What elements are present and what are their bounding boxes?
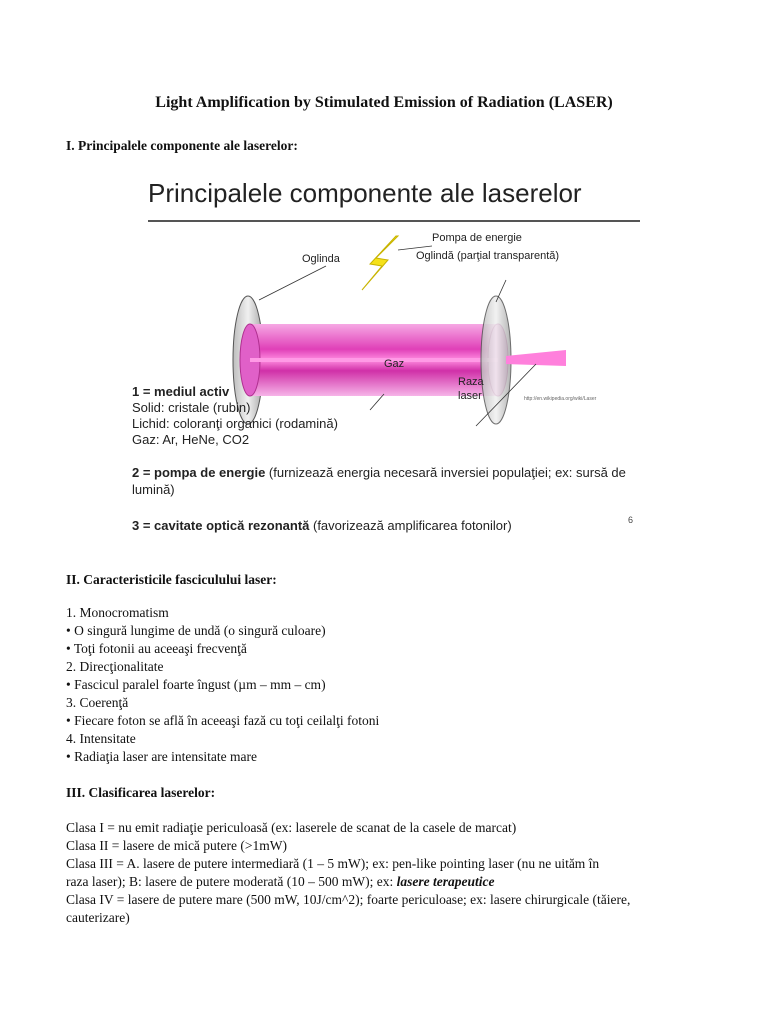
characteristic-line: • Fascicul paralel foarte îngust (µm – mm – cm) [66,677,326,692]
laser-components-figure [126,168,646,540]
class-line-3: Clasa III = A. lasere de putere intermediară (1 – 5 mW); ex: pen-like pointing laser (nu ne uităm în [66,856,600,871]
section-2-heading: II. Caracteristicile fasciculului laser: [66,572,277,587]
output-beam [506,350,566,366]
characteristic-line: 3. Coerenţă [66,695,129,710]
characteristic-line: 2. Direcţionalitate [66,659,164,674]
characteristic-line: • Fiecare foton se află în aceeaşi fază cu toţi ceilalţi fotoni [66,713,380,728]
figure-page-number: 6 [628,515,634,525]
figure-line-5 [132,464,646,498]
figure-line-5-bold: 2 = pompa de energie [132,465,266,480]
class-line-4-text: raza laser); B: lasere de putere moderată (10 – 500 mW); ex: [66,874,397,889]
figure-line-3: Lichid: coloranţi organici (rodamină) [132,416,338,431]
figure-line-4: Gaz: Ar, HeNe, CO2 [132,432,250,447]
class-line-2: Clasa II = lasere de mică putere (>1mW) [66,838,288,853]
figure-line-1: 1 = mediul activ [132,384,230,399]
lightning-bolt-icon [362,236,398,290]
class-line-4-emphasis: lasere terapeutice [396,874,495,889]
characteristic-line: 1. Monocromatism [66,605,169,620]
label-gas: Gaz [384,358,405,370]
document-title: Light Amplification by Stimulated Emission of Radiation (LASER) [155,94,613,111]
characteristic-line: 4. Intensitate [66,731,136,746]
characteristic-line: • Toţi fotonii au aceeaşi frecvenţă [66,641,247,656]
class-line-4 [66,874,494,890]
label-mirror-left: Oglinda [302,253,340,265]
figure-line-2: Solid: cristale (rubin) [132,400,251,415]
figure-title: Principalele componente ale laserelor [148,178,582,208]
class-line-5: Clasa IV = lasere de putere mare (500 mW, 10J/cm^2); foarte periculoase; ex: lasere chirurgicale (tăiere, [66,892,631,907]
class-line-6: cauterizare) [66,910,130,925]
figure-title-rule [148,220,640,222]
section-1-heading: I. Principalele componente ale laserelor: [66,138,298,153]
class-line-1: Clasa I = nu emit radiaţie periculoasă (ex: laserele de scanat de la casele de marcat) [66,820,517,835]
figure-line-6-bold: 3 = cavitate optică rezonantă [132,518,310,533]
label-beam-2: laser [458,390,482,402]
label-pump: Pompa de energie [432,232,522,244]
section-3-heading: III. Clasificarea laserelor: [66,785,216,800]
figure-source: http://en.wikipedia.org/wiki/Laser [524,396,597,402]
characteristic-line: • Radiaţia laser are intensitate mare [66,749,258,764]
figure-line-6 [132,518,512,533]
label-mirror-right: Oglindă (parţial transparentă) [416,250,560,262]
figure-line-6-rest: (favorizează amplificarea fotonilor) [309,518,512,533]
characteristic-line: • O singură lungime de undă (o singură culoare) [66,623,326,638]
label-beam: Raza [458,376,484,388]
figure-line-5-rest: (furnizează energia necesară inversiei populaţiei; ex: sursă de lumină) [132,465,626,497]
